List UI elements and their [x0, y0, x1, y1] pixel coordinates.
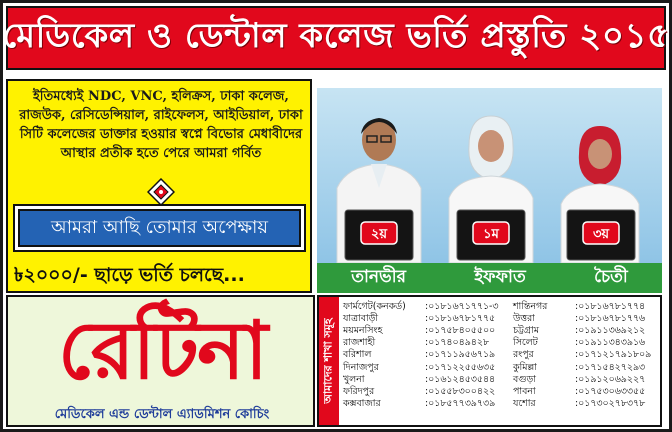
toppers-illustration — [317, 88, 662, 263]
branch-phone: :০১৭৫৮৪০৫৫০০ — [425, 324, 496, 336]
toppers-photo — [317, 88, 662, 263]
brand-tagline: মেডিকেল এন্ড ডেন্টাল এ্যাডমিশন কোচিং — [54, 407, 270, 422]
branch-name: খুলনা — [343, 373, 365, 385]
branch-name: রংপুর — [513, 349, 534, 361]
branch-name: সিলেট — [513, 337, 538, 349]
branches-panel — [317, 295, 662, 427]
intro-line: রাজউক, রেসিডেন্সিয়াল, রাইফেলস, আইডিয়াল, ঢাকা — [19, 108, 303, 123]
rank-label: ২য় — [370, 227, 388, 242]
branch-phone: :০১৭৩০২৭৮৩৭৮ — [575, 398, 646, 410]
brand-logo: রেটিনা — [58, 303, 266, 397]
branch-phone: :০১৮১৬৭১৭৭১-৩ — [425, 300, 499, 312]
branch-phone: :০১৭১২১৭৯১৮০৯ — [575, 349, 652, 361]
title-banner — [2, 6, 670, 70]
intro-text — [16, 87, 306, 163]
branch-name: ফরিদপুর — [343, 385, 375, 397]
branch-phone: :০১৯১২০৬৯২২৭ — [575, 373, 646, 385]
topper-name: ইফফাত — [474, 267, 526, 287]
branch-phone: :০১৬১২৪৫৩৫৪৪ — [425, 373, 496, 385]
branch-phone: :০১৫৫৮৩০০৪২২ — [425, 385, 496, 397]
branch-name: বগুড়া — [513, 373, 536, 385]
intro-line: সিটি কলেজের ডাক্তার হওয়ার স্বপ্নে বিভোর মেধাবীদের — [19, 127, 303, 142]
intro-panel — [6, 79, 312, 293]
banner-title: মেডিকেল ও ডেন্টাল কলেজ ভর্তি প্রস্তুতি ২০১৫ — [2, 15, 670, 56]
branch-list — [343, 300, 660, 410]
slogan-text: আমরা আছি তোমার অপেক্ষায় — [51, 216, 268, 238]
branch-name: ফার্মগেট(কনকর্ড) — [343, 300, 406, 312]
branch-name: চট্টগ্রাম — [513, 324, 539, 336]
rank-label: ১ম — [483, 227, 499, 242]
intro-line: আস্থার প্রতীক হতে পেরে আমরা গর্বিত — [60, 146, 262, 161]
branch-phone: :০১৯১১৩৬৯২১২ — [575, 324, 646, 336]
branch-phone: :০১৮১৬৭৮১৭৭৬ — [575, 312, 646, 324]
branch-phone: :০১৮১৬৭৮১৭৭৫ — [425, 312, 496, 324]
branch-name: উত্তরা — [513, 312, 535, 324]
branch-name: শান্তিনগর — [513, 300, 548, 312]
branch-row — [343, 398, 660, 410]
branch-name: রাজশাহী — [343, 337, 376, 349]
branch-phone: :০১৭৫৩০৬৩৩৫৫ — [575, 385, 646, 397]
diamond-ornament-icon — [147, 178, 175, 206]
branches-label: আমাদের শাখা সমূহ — [321, 318, 335, 404]
branch-name: কক্সবাজার — [343, 398, 381, 410]
branch-name: কুমিল্লা — [513, 361, 537, 373]
admission-fee-text: ৳২০০০/- ছাড়ে ভর্তি চলছে... — [14, 264, 245, 286]
toppers-names-bar — [317, 263, 662, 293]
rank-label: ৩য় — [592, 227, 610, 242]
intro-line: ইতিমধ্যেই NDC, VNC, হলিক্রস, ঢাকা কলেজ, — [33, 89, 289, 104]
branch-phone: :০১৮৫৭৭৩৯৭৩৯ — [425, 398, 496, 410]
branch-phone: :০১৭১২২৫৫৬৩৫ — [425, 361, 496, 373]
branches-label-strip — [319, 297, 339, 425]
branch-name: পাবনা — [513, 385, 536, 397]
branch-name: দিনাজপুর — [343, 361, 379, 373]
branch-phone: :০১৮১৬৭৮১৭৭৪ — [575, 300, 646, 312]
branch-phone: :০১৭১১৯৫৬৭১৯ — [425, 349, 496, 361]
brand-panel — [6, 295, 315, 427]
branch-name: যাত্রাবাড়ী — [343, 312, 379, 324]
slogan-box — [18, 209, 301, 247]
branch-phone: :০১৭৪০৪৯৪২৮ — [425, 337, 490, 349]
branch-name: বরিশাল — [343, 349, 372, 361]
branch-name: যশোর — [513, 398, 536, 410]
topper-name: তানভীর — [351, 267, 406, 287]
branch-name: ময়মনসিংহ — [343, 324, 383, 336]
branch-phone: :০১৯১১৩৪৩৯১৬ — [575, 337, 646, 349]
topper-name: চৈতী — [594, 267, 628, 287]
branch-phone: :০১৭১৫৪২৭২৯৩ — [575, 361, 646, 373]
